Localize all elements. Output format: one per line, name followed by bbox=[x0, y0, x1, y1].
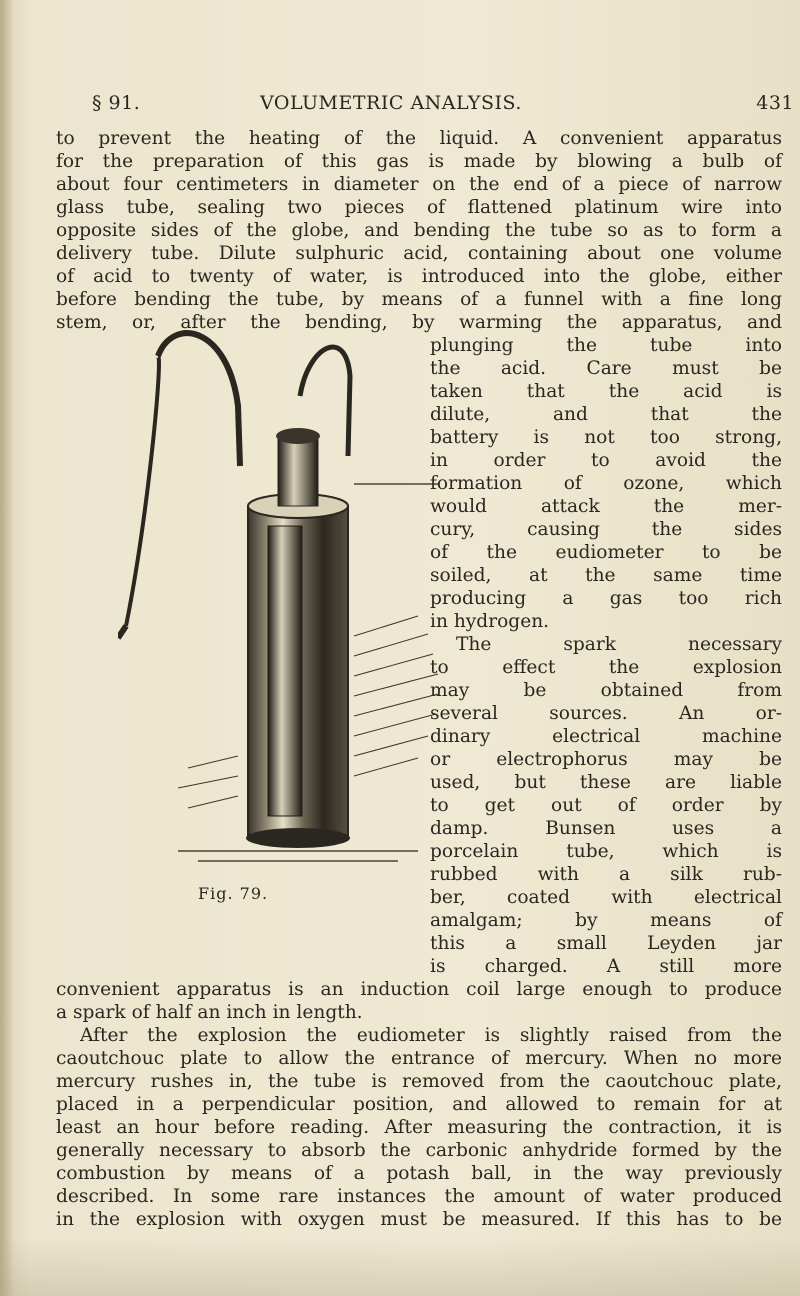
text-line: The spark necessary bbox=[456, 634, 782, 655]
text-line: generally necessary to absorb the carbonic anhydride formed by the bbox=[56, 1140, 782, 1161]
text-line: placed in a perpendicular position, and allowed to remain for at bbox=[56, 1094, 782, 1115]
text-line: or electrophorus may be bbox=[430, 749, 782, 770]
text-line: producing a gas too rich bbox=[430, 588, 782, 609]
text-line: ber, coated with electrical bbox=[430, 887, 782, 908]
text-line: taken that the acid is bbox=[430, 381, 782, 402]
text-line: to prevent the heating of the liquid. A convenient apparatus bbox=[56, 128, 782, 149]
page-shading bbox=[0, 1236, 800, 1296]
text-line: battery is not too strong, bbox=[430, 427, 782, 448]
text-line: to effect the explosion bbox=[430, 657, 782, 678]
text-line: the acid. Care must be bbox=[430, 358, 782, 379]
text-line: delivery tube. Dilute sulphuric acid, containing about one volume bbox=[56, 243, 782, 264]
text-line: is charged. A still more bbox=[430, 956, 782, 977]
text-line: amalgam; by means of bbox=[430, 910, 782, 931]
running-header bbox=[92, 92, 794, 122]
text-line: in order to avoid the bbox=[430, 450, 782, 471]
text-line: damp. Bunsen uses a bbox=[430, 818, 782, 839]
eudiometer-illustration bbox=[118, 316, 448, 876]
text-line: to get out of order by bbox=[430, 795, 782, 816]
text-line: would attack the mer- bbox=[430, 496, 782, 517]
text-line: of the eudiometer to be bbox=[430, 542, 782, 563]
text-line: may be obtained from bbox=[430, 680, 782, 701]
text-line: rubbed with a silk rub- bbox=[430, 864, 782, 885]
text-line: for the preparation of this gas is made by blowing a bulb of bbox=[56, 151, 782, 172]
text-line: of acid to twenty of water, is introduced into the globe, either bbox=[56, 266, 782, 287]
text-line: porcelain tube, which is bbox=[430, 841, 782, 862]
text-line: several sources. An or- bbox=[430, 703, 782, 724]
text-line: convenient apparatus is an induction coil large enough to produce bbox=[56, 979, 782, 1000]
text-line: stem, or, after the bending, by warming the apparatus, and bbox=[56, 312, 782, 333]
text-line: in hydrogen. bbox=[430, 611, 550, 632]
text-line: plunging the tube into bbox=[430, 335, 782, 356]
text-line: caoutchouc plate to allow the entrance of mercury. When no more bbox=[56, 1048, 782, 1069]
text-line: a spark of half an inch in length. bbox=[56, 1002, 363, 1023]
running-title: VOLUMETRIC ANALYSIS. bbox=[260, 92, 522, 114]
text-line: After the explosion the eudiometer is slightly raised from the bbox=[80, 1025, 782, 1046]
binding-shadow bbox=[0, 0, 14, 1296]
text-line: this a small Leyden jar bbox=[430, 933, 782, 954]
text-line: glass tube, sealing two pieces of flattened platinum wire into bbox=[56, 197, 782, 218]
text-line: dinary electrical machine bbox=[430, 726, 782, 747]
text-line: about four centimeters in diameter on the end of a piece of narrow bbox=[56, 174, 782, 195]
text-line: formation of ozone, which bbox=[430, 473, 782, 494]
text-line: combustion by means of a potash ball, in the way previously bbox=[56, 1163, 782, 1184]
text-line: before bending the tube, by means of a funnel with a fine long bbox=[56, 289, 782, 310]
text-line: least an hour before reading. After measuring the contraction, it is bbox=[56, 1117, 782, 1138]
text-line: dilute, and that the bbox=[430, 404, 782, 425]
text-line: described. In some rare instances the amount of water produced bbox=[56, 1186, 782, 1207]
text-line: mercury rushes in, the tube is removed from the caoutchouc plate, bbox=[56, 1071, 782, 1092]
text-line: soiled, at the same time bbox=[430, 565, 782, 586]
figure-caption: Fig. 79. bbox=[198, 884, 269, 903]
text-line: opposite sides of the globe, and bending the tube so as to form a bbox=[56, 220, 782, 241]
text-line: in the explosion with oxygen must be measured. If this has to be bbox=[56, 1209, 782, 1230]
text-line: cury, causing the sides bbox=[430, 519, 782, 540]
page-number: 431 bbox=[756, 92, 794, 114]
section-number: § 91. bbox=[92, 92, 141, 114]
text-line: used, but these are liable bbox=[430, 772, 782, 793]
